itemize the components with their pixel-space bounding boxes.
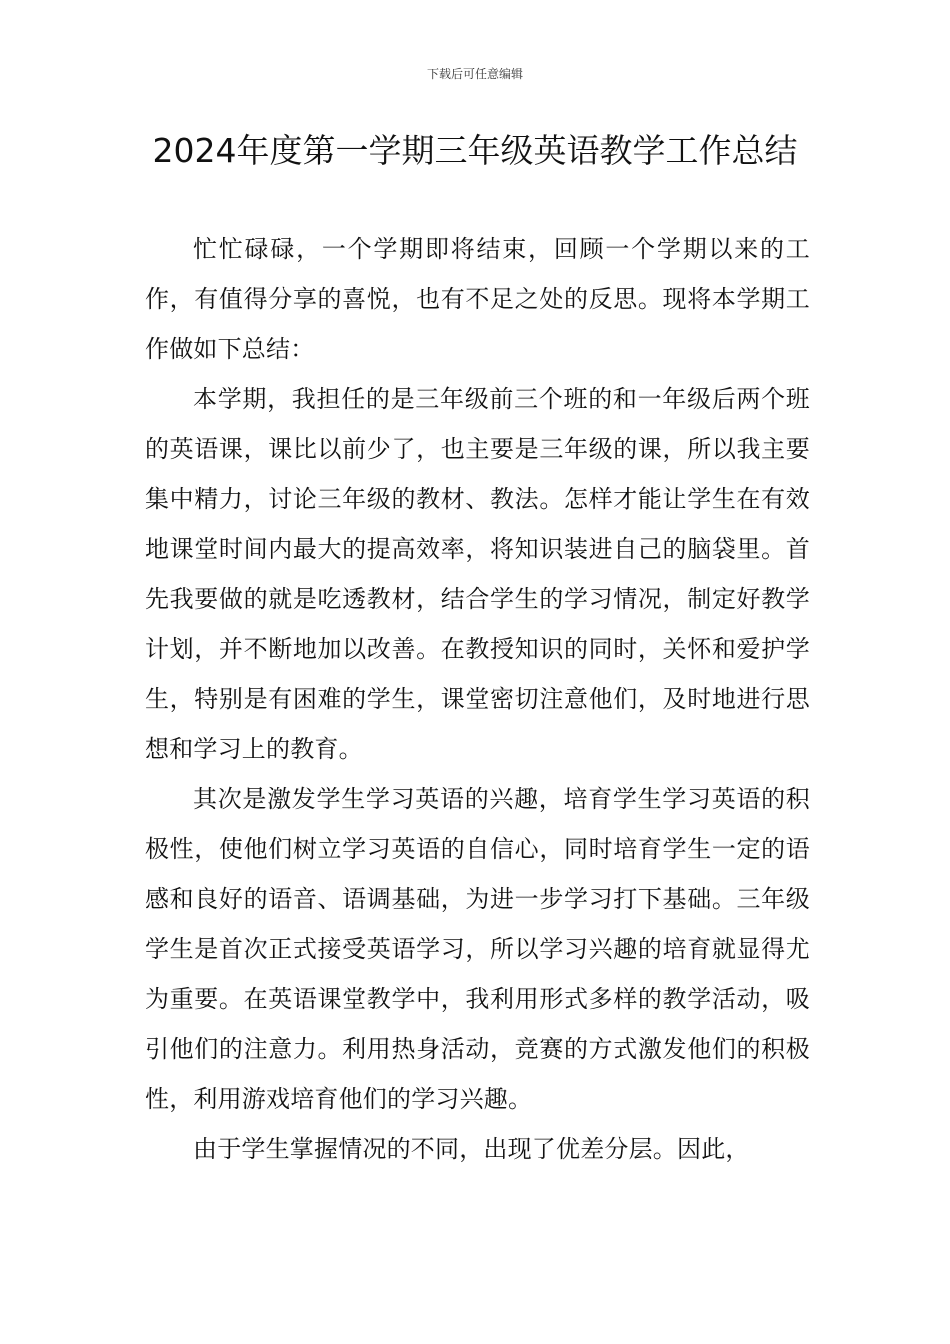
paragraph-layering: 由于学生掌握情况的不同，出现了优差分层。因此， (193, 1135, 750, 1163)
paragraph-intro: 忙忙碌碌，一个学期即将结束，回顾一个学期以来的工作，有值得分享的喜悦，也有不足之处的反思。现将本学期工作做如下总结： (145, 235, 810, 363)
header-note: 下载后可任意编辑 (426, 67, 523, 81)
document-body (145, 224, 810, 1174)
document-title: 2024年度第一学期三年级英语教学工作总结 (152, 131, 798, 170)
paragraph-teaching-assignment: 本学期，我担任的是三年级前三个班的和一年级后两个班的英语课，课比以前少了，也主要是三年级的课，所以我主要集中精力，讨论三年级的教材、教法。怎样才能让学生在有效地课堂时间内最大的提高效率，将知识装进自己的脑袋里。首先我要做的就是吃透教材，结合学生的学习情况，制定好教学计划，并不断地加以改善。在教授知识的同时，关怀和爱护学生，特别是有困难的学生，课堂密切注意他们，及时地进行思想和学习上的教育。 (145, 385, 810, 763)
paragraph-interest: 其次是激发学生学习英语的兴趣，培育学生学习英语的积极性，使他们树立学习英语的自信心，同时培育学生一定的语感和良好的语音、语调基础，为进一步学习打下基础。三年级学生是首次正式接受英语学习，所以学习兴趣的培育就显得尤为重要。在英语课堂教学中，我利用形式多样的教学活动，吸引他们的注意力。利用热身活动，竞赛的方式激发他们的积极性，利用游戏培育他们的学习兴趣。 (145, 785, 810, 1113)
